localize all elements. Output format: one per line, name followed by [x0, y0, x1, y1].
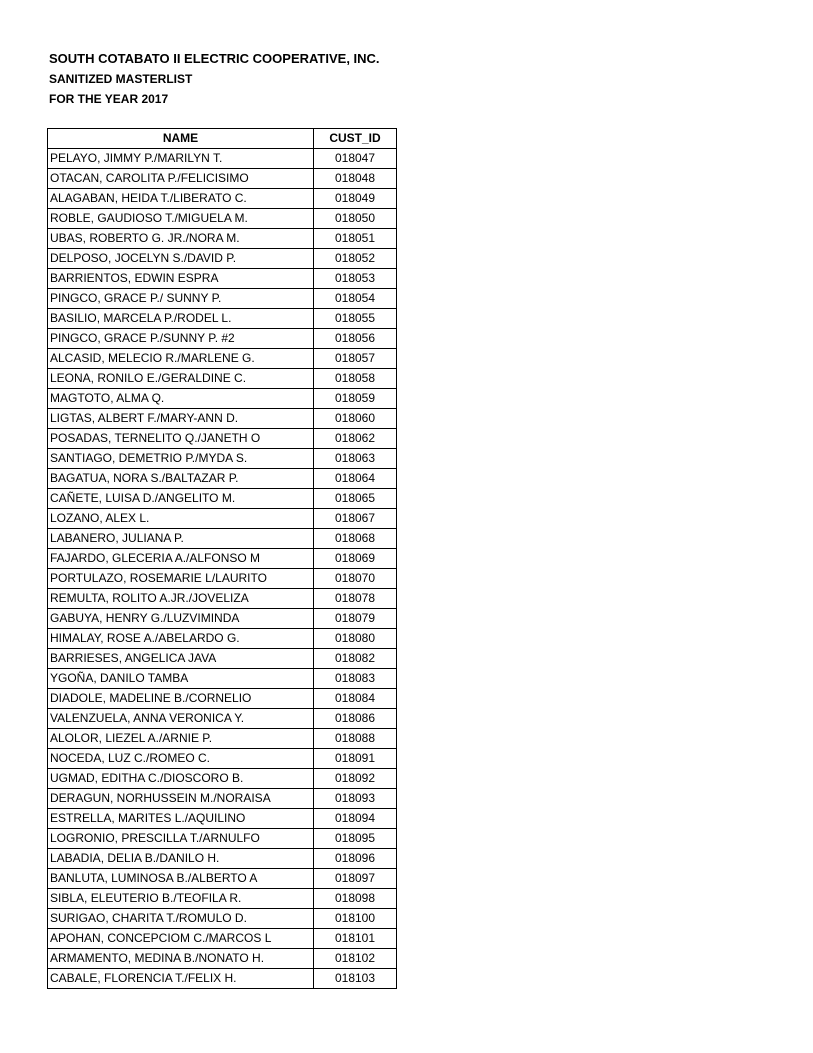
table-row: [48, 309, 397, 329]
table-row: [48, 209, 397, 229]
customer-id-cell: 018054: [314, 289, 397, 309]
table-row: [48, 429, 397, 449]
customer-name-cell: APOHAN, CONCEPCIOM C./MARCOS L: [48, 929, 314, 949]
customer-name-cell: CABALE, FLORENCIA T./FELIX H.: [48, 969, 314, 989]
customer-name-cell: ALOLOR, LIEZEL A./ARNIE P.: [48, 729, 314, 749]
customer-name-cell: DELPOSO, JOCELYN S./DAVID P.: [48, 249, 314, 269]
column-header-cust-id: CUST_ID: [314, 129, 397, 149]
customer-name-cell: PINGCO, GRACE P./SUNNY P. #2: [48, 329, 314, 349]
customer-name-cell: MAGTOTO, ALMA Q.: [48, 389, 314, 409]
customer-name-cell: FAJARDO, GLECERIA A./ALFONSO M: [48, 549, 314, 569]
customer-name-cell: BASILIO, MARCELA P./RODEL L.: [48, 309, 314, 329]
customer-name-cell: SIBLA, ELEUTERIO B./TEOFILA R.: [48, 889, 314, 909]
table-row: [48, 889, 397, 909]
customer-id-cell: 018100: [314, 909, 397, 929]
table-row: [48, 229, 397, 249]
customer-id-cell: 018070: [314, 569, 397, 589]
table-row: [48, 509, 397, 529]
table-row: [48, 489, 397, 509]
customer-id-cell: 018049: [314, 189, 397, 209]
customer-name-cell: BANLUTA, LUMINOSA B./ALBERTO A: [48, 869, 314, 889]
customer-id-cell: 018067: [314, 509, 397, 529]
customer-name-cell: LOGRONIO, PRESCILLA T./ARNULFO: [48, 829, 314, 849]
table-row: [48, 349, 397, 369]
customer-id-cell: 018096: [314, 849, 397, 869]
table-row: [48, 929, 397, 949]
table-row: [48, 669, 397, 689]
customer-name-cell: BAGATUA, NORA S./BALTAZAR P.: [48, 469, 314, 489]
customer-name-cell: YGOÑA, DANILO TAMBA: [48, 669, 314, 689]
table-row: [48, 609, 397, 629]
masterlist-table: [47, 128, 397, 989]
customer-name-cell: OTACAN, CAROLITA P./FELICISIMO: [48, 169, 314, 189]
document-subtitle: SANITIZED MASTERLIST: [49, 72, 193, 86]
table-row: [48, 649, 397, 669]
customer-id-cell: 018095: [314, 829, 397, 849]
customer-name-cell: UBAS, ROBERTO G. JR./NORA M.: [48, 229, 314, 249]
customer-name-cell: LOZANO, ALEX L.: [48, 509, 314, 529]
table-row: [48, 529, 397, 549]
customer-name-cell: ARMAMENTO, MEDINA B./NONATO H.: [48, 949, 314, 969]
customer-id-cell: 018103: [314, 969, 397, 989]
customer-name-cell: ALCASID, MELECIO R./MARLENE G.: [48, 349, 314, 369]
table-row: [48, 269, 397, 289]
customer-id-cell: 018050: [314, 209, 397, 229]
customer-name-cell: PINGCO, GRACE P./ SUNNY P.: [48, 289, 314, 309]
table-body: [48, 149, 397, 989]
table-row: [48, 829, 397, 849]
customer-id-cell: 018078: [314, 589, 397, 609]
customer-id-cell: 018059: [314, 389, 397, 409]
customer-name-cell: VALENZUELA, ANNA VERONICA Y.: [48, 709, 314, 729]
customer-name-cell: POSADAS, TERNELITO Q./JANETH O: [48, 429, 314, 449]
table-row: [48, 589, 397, 609]
document-header: [49, 49, 380, 109]
customer-name-cell: LABANERO, JULIANA P.: [48, 529, 314, 549]
customer-id-cell: 018083: [314, 669, 397, 689]
customer-name-cell: ESTRELLA, MARITES L./AQUILINO: [48, 809, 314, 829]
table-row: [48, 469, 397, 489]
table-row: [48, 189, 397, 209]
table-row: [48, 289, 397, 309]
customer-id-cell: 018092: [314, 769, 397, 789]
table-row: [48, 969, 397, 989]
customer-id-cell: 018098: [314, 889, 397, 909]
table-row: [48, 389, 397, 409]
table-row: [48, 789, 397, 809]
table-row: [48, 549, 397, 569]
customer-id-cell: 018079: [314, 609, 397, 629]
customer-name-cell: HIMALAY, ROSE A./ABELARDO G.: [48, 629, 314, 649]
customer-name-cell: PELAYO, JIMMY P./MARILYN T.: [48, 149, 314, 169]
customer-id-cell: 018063: [314, 449, 397, 469]
table-row: [48, 249, 397, 269]
customer-id-cell: 018086: [314, 709, 397, 729]
table-row: [48, 769, 397, 789]
customer-name-cell: LEONA, RONILO E./GERALDINE C.: [48, 369, 314, 389]
table-row: [48, 409, 397, 429]
customer-id-cell: 018088: [314, 729, 397, 749]
table-row: [48, 169, 397, 189]
table-row: [48, 629, 397, 649]
customer-id-cell: 018051: [314, 229, 397, 249]
table-row: [48, 709, 397, 729]
table-row: [48, 869, 397, 889]
table-row: [48, 449, 397, 469]
customer-name-cell: SURIGAO, CHARITA T./ROMULO D.: [48, 909, 314, 929]
customer-id-cell: 018097: [314, 869, 397, 889]
table-row: [48, 149, 397, 169]
customer-id-cell: 018057: [314, 349, 397, 369]
customer-name-cell: DIADOLE, MADELINE B./CORNELIO: [48, 689, 314, 709]
company-title: SOUTH COTABATO II ELECTRIC COOPERATIVE, INC.: [49, 51, 380, 66]
customer-id-cell: 018056: [314, 329, 397, 349]
customer-name-cell: UGMAD, EDITHA C./DIOSCORO B.: [48, 769, 314, 789]
document-year: FOR THE YEAR 2017: [49, 92, 169, 106]
customer-id-cell: 018068: [314, 529, 397, 549]
customer-id-cell: 018055: [314, 309, 397, 329]
customer-id-cell: 018093: [314, 789, 397, 809]
customer-id-cell: 018094: [314, 809, 397, 829]
customer-id-cell: 018084: [314, 689, 397, 709]
customer-id-cell: 018082: [314, 649, 397, 669]
customer-id-cell: 018091: [314, 749, 397, 769]
customer-id-cell: 018065: [314, 489, 397, 509]
table-row: [48, 329, 397, 349]
customer-id-cell: 018064: [314, 469, 397, 489]
customer-id-cell: 018047: [314, 149, 397, 169]
customer-id-cell: 018062: [314, 429, 397, 449]
customer-name-cell: SANTIAGO, DEMETRIO P./MYDA S.: [48, 449, 314, 469]
customer-id-cell: 018101: [314, 929, 397, 949]
customer-name-cell: ROBLE, GAUDIOSO T./MIGUELA M.: [48, 209, 314, 229]
table-row: [48, 749, 397, 769]
table-row: [48, 689, 397, 709]
table-row: [48, 369, 397, 389]
customer-name-cell: REMULTA, ROLITO A.JR./JOVELIZA: [48, 589, 314, 609]
customer-name-cell: GABUYA, HENRY G./LUZVIMINDA: [48, 609, 314, 629]
customer-name-cell: LIGTAS, ALBERT F./MARY-ANN D.: [48, 409, 314, 429]
customer-id-cell: 018060: [314, 409, 397, 429]
customer-name-cell: BARRIENTOS, EDWIN ESPRA: [48, 269, 314, 289]
table-row: [48, 949, 397, 969]
customer-name-cell: LABADIA, DELIA B./DANILO H.: [48, 849, 314, 869]
table-row: [48, 569, 397, 589]
customer-id-cell: 018080: [314, 629, 397, 649]
customer-id-cell: 018053: [314, 269, 397, 289]
customer-name-cell: BARRIESES, ANGELICA JAVA: [48, 649, 314, 669]
table-row: [48, 849, 397, 869]
customer-name-cell: ALAGABAN, HEIDA T./LIBERATO C.: [48, 189, 314, 209]
table-row: [48, 729, 397, 749]
customer-id-cell: 018102: [314, 949, 397, 969]
customer-id-cell: 018048: [314, 169, 397, 189]
customer-name-cell: PORTULAZO, ROSEMARIE L/LAURITO: [48, 569, 314, 589]
table-row: [48, 809, 397, 829]
column-header-name: NAME: [48, 129, 314, 149]
customer-name-cell: DERAGUN, NORHUSSEIN M./NORAISA: [48, 789, 314, 809]
customer-id-cell: 018052: [314, 249, 397, 269]
customer-name-cell: NOCEDA, LUZ C./ROMEO C.: [48, 749, 314, 769]
customer-id-cell: 018058: [314, 369, 397, 389]
table-row: [48, 909, 397, 929]
customer-name-cell: CAÑETE, LUISA D./ANGELITO M.: [48, 489, 314, 509]
customer-id-cell: 018069: [314, 549, 397, 569]
table-header-row: [48, 129, 397, 149]
